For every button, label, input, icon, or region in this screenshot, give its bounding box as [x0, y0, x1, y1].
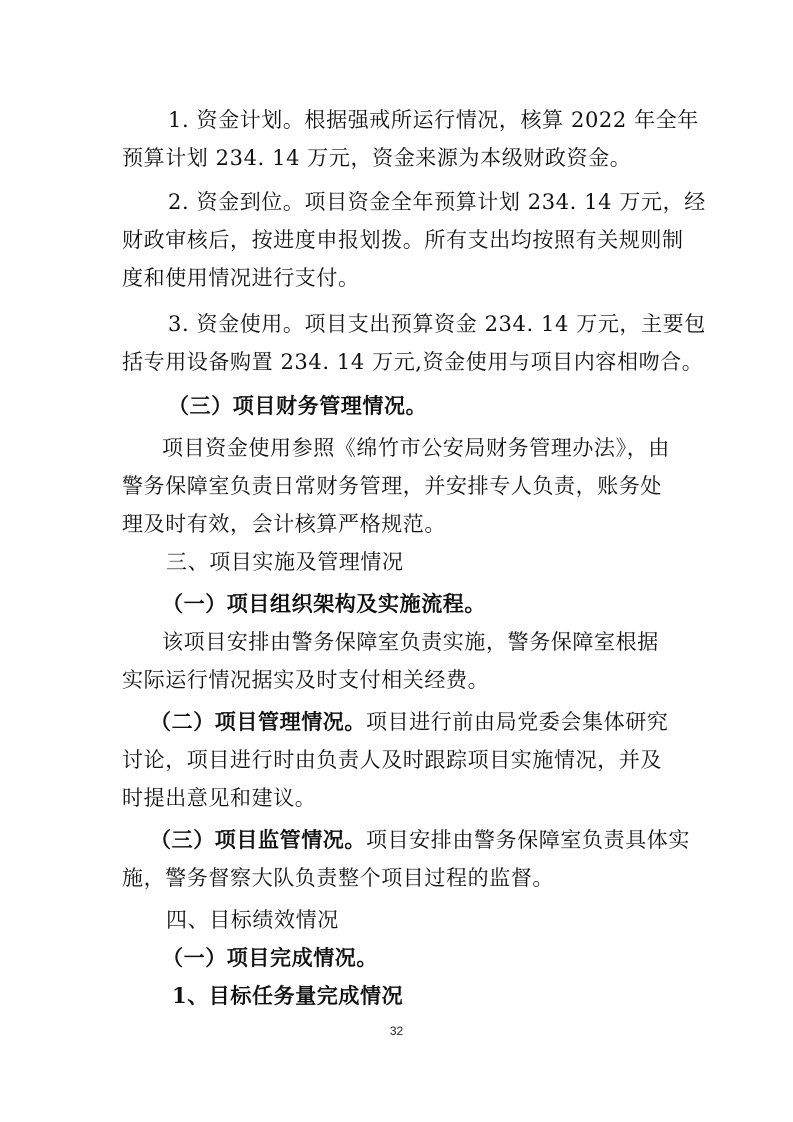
paragraph-line: 预算计划 234. 14 万元，资金来源为本级财政资金。	[122, 146, 632, 170]
paragraph-line: 财政审核后，按进度申报划拨。所有支出均按照有关规则制	[122, 228, 684, 252]
inline-text: 项目进行前由局党委会集体研究	[366, 710, 669, 734]
paragraph-line: 1. 资金计划。根据强戒所运行情况，核算 2022 年全年	[168, 108, 699, 132]
paragraph-line: 理及时有效，会计核算严格规范。	[122, 512, 446, 536]
paragraph-line-mixed	[150, 708, 668, 736]
paragraph-line: 项目资金使用参照《绵竹市公安局财务管理办法》，由	[162, 436, 670, 460]
paragraph-line: 施，警务督察大队负责整个项目过程的监督。	[122, 866, 554, 890]
inline-text: 项目安排由警务保障室负责具体实	[366, 828, 690, 852]
inline-heading: （二）项目管理情况。	[150, 709, 366, 734]
paragraph-line: 括专用设备购置 234. 14 万元,资金使用与项目内容相吻合。	[122, 350, 704, 374]
subsection-heading: （三）项目财务管理情况。	[168, 393, 428, 418]
subsection-heading: 1、目标任务量完成情况	[172, 983, 404, 1008]
page-number: 32	[389, 1024, 404, 1038]
paragraph-line: 讨论，项目进行时由负责人及时跟踪项目实施情况，并及	[122, 748, 662, 772]
section-heading: 三、项目实施及管理情况	[166, 550, 404, 574]
subsection-heading: （一）项目完成情况。	[162, 945, 378, 970]
paragraph-line-mixed	[150, 826, 690, 854]
paragraph-line: 3. 资金使用。项目支出预算资金 234. 14 万元，主要包	[168, 312, 706, 336]
paragraph-line: 警务保障室负责日常财务管理，并安排专人负责，账务处	[122, 474, 662, 498]
section-heading: 四、目标绩效情况	[166, 908, 339, 932]
paragraph-line: 2. 资金到位。项目资金全年预算计划 234. 14 万元，经	[168, 190, 706, 214]
paragraph-line: 时提出意见和建议。	[122, 786, 317, 810]
paragraph-line: 实际运行情况据实及时支付相关经费。	[122, 668, 490, 692]
subsection-heading: （一）项目组织架构及实施流程。	[162, 591, 486, 616]
paragraph-line: 该项目安排由警务保障室负责实施，警务保障室根据	[162, 630, 659, 654]
inline-heading: （三）项目监管情况。	[150, 827, 366, 852]
paragraph-line: 度和使用情况进行支付。	[122, 266, 360, 290]
